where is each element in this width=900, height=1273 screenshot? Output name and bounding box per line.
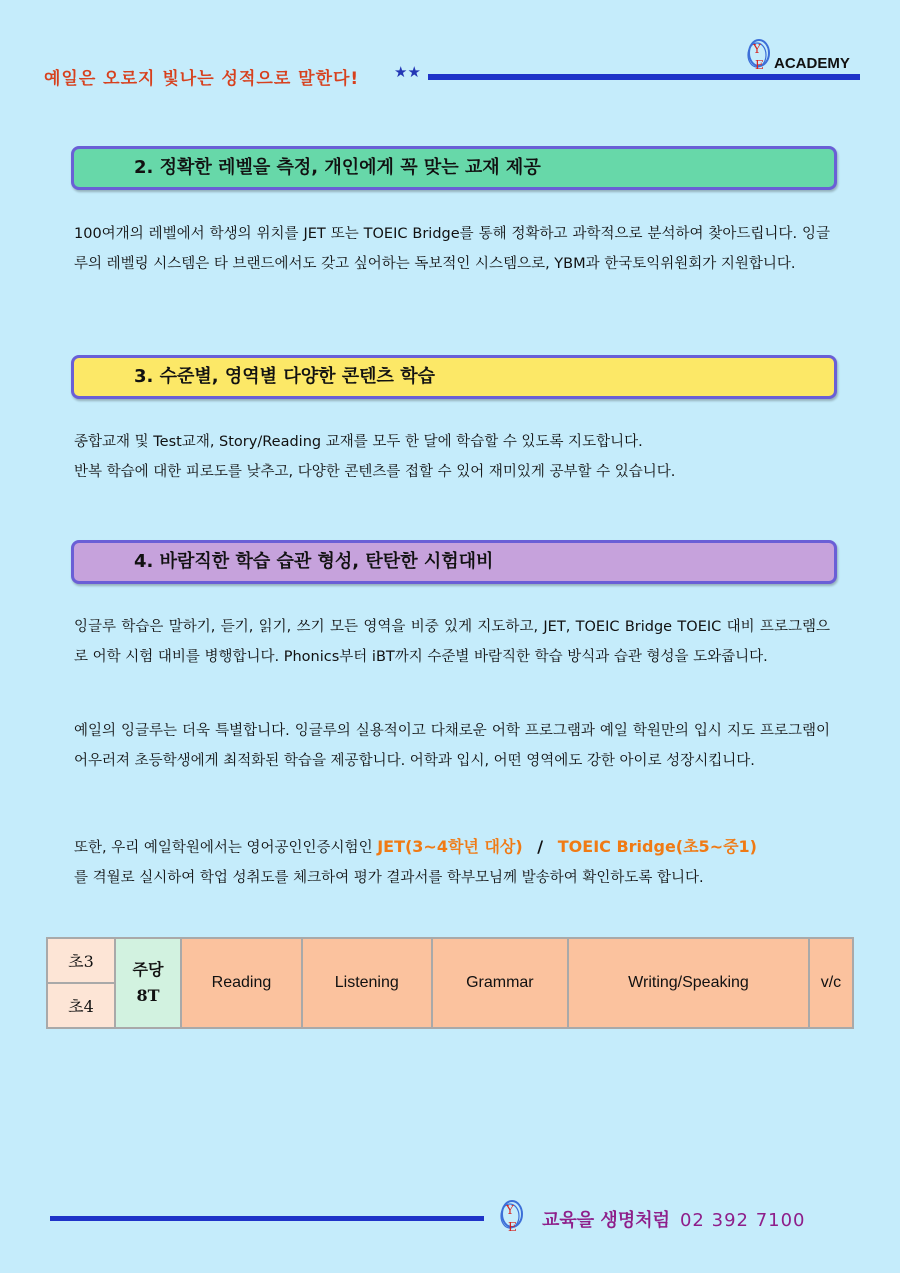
section-paragraph-special: 예일의 잉글루는 더욱 특별합니다. 잉글루의 실용적이고 다채로운 어학 프로그램과 예일 학원만의 입시 지도 프로그램이 어우러져 초등학생에게 최적화된 학습을 제공합니다. 어학과 입시, 어떤 영역에도 강한 아이로 성장시킵니다.: [74, 723, 830, 769]
section-title-habits: 4. 바람직한 학습 습관 형성, 탄탄한 시험대비: [71, 540, 837, 584]
logo-text: ACADEMY: [774, 55, 850, 72]
academy-logo-icon: [744, 38, 774, 72]
footer-slogan: 교육을 생명처럼: [542, 1210, 670, 1231]
grade-cell: 초4: [47, 983, 115, 1028]
section-paragraph-contents: [74, 427, 830, 487]
subject-cell: Writing/Speaking: [568, 938, 809, 1028]
section-title-contents: 3. 수준별, 영역별 다양한 콘텐츠 학습: [71, 355, 837, 399]
exam-separator: /: [537, 837, 544, 856]
subject-cell: Grammar: [432, 938, 569, 1028]
logo-letter-e: E: [508, 1220, 517, 1234]
logo-letter-y: Y: [506, 1203, 514, 1217]
header-slogan: 예일은 오로지 빛나는 성적으로 말한다!: [44, 69, 360, 89]
logo-letter-y: Y: [753, 42, 761, 56]
grade-cell: 초3: [47, 938, 115, 983]
paragraph-line: 반복 학습에 대한 피로도를 낮추고, 다양한 콘텐츠를 접할 수 있어 재미있게 공부할 수 있습니다.: [74, 464, 676, 480]
exam-note: [74, 832, 830, 893]
footer-divider: [50, 1216, 484, 1221]
exam-note-prefix: 또한, 우리 예일학원에서는 영어공인인증시험인: [74, 840, 373, 856]
exam-note-suffix: 를 격월로 실시하여 학업 성취도를 체크하여 평가 결과서를 학부모님께 발송하여 확인하도록 합니다.: [74, 870, 704, 886]
logo-letter-e: E: [755, 58, 764, 72]
section-title-level: 2. 정확한 레벨을 측정, 개인에게 꼭 맞는 교재 제공: [71, 146, 837, 190]
paragraph-line: 종합교재 및 Test교재, Story/Reading 교재를 모두 한 달에 학습할 수 있도록 지도합니다.: [74, 434, 643, 450]
section-paragraph-habits: 잉글루 학습은 말하기, 듣기, 읽기, 쓰기 모든 영역을 비중 있게 지도하고, JET, TOEIC Bridge TOEIC 대비 프로그램으로 어학 시험 대비를 병행합니다. Phonics부터 iBT까지 수준별 바람직한 학습 방식과 습관 형성을 도와줍니다.: [74, 619, 830, 665]
table-row: [47, 938, 853, 983]
header-divider: [428, 74, 860, 80]
exam-highlight-toeic: TOEIC Bridge(초5~중1): [557, 837, 757, 856]
section-paragraph-level: 100여개의 레벨에서 학생의 위치를 JET 또는 TOEIC Bridge를 통해 정확하고 과학적으로 분석하여 찾아드립니다. 잉글루의 레벨링 시스템은 타 브랜드에서도 갖고 싶어하는 독보적인 시스템으로, YBM과 한국토익위원회가 지원합니다.: [74, 226, 830, 272]
subject-cell: Reading: [181, 938, 302, 1028]
academy-logo-icon: [497, 1198, 527, 1234]
star-icons: ★★: [394, 63, 421, 81]
schedule-table: [46, 937, 854, 1029]
subject-cell: Listening: [302, 938, 432, 1028]
phone-number: 02 392 7100: [679, 1210, 806, 1231]
weekly-hours-cell: 주당 8T: [115, 938, 181, 1028]
exam-highlight-jet: JET(3~4학년 대상): [377, 837, 523, 856]
subject-cell: v/c: [809, 938, 853, 1028]
footer-contact: [542, 1206, 806, 1232]
